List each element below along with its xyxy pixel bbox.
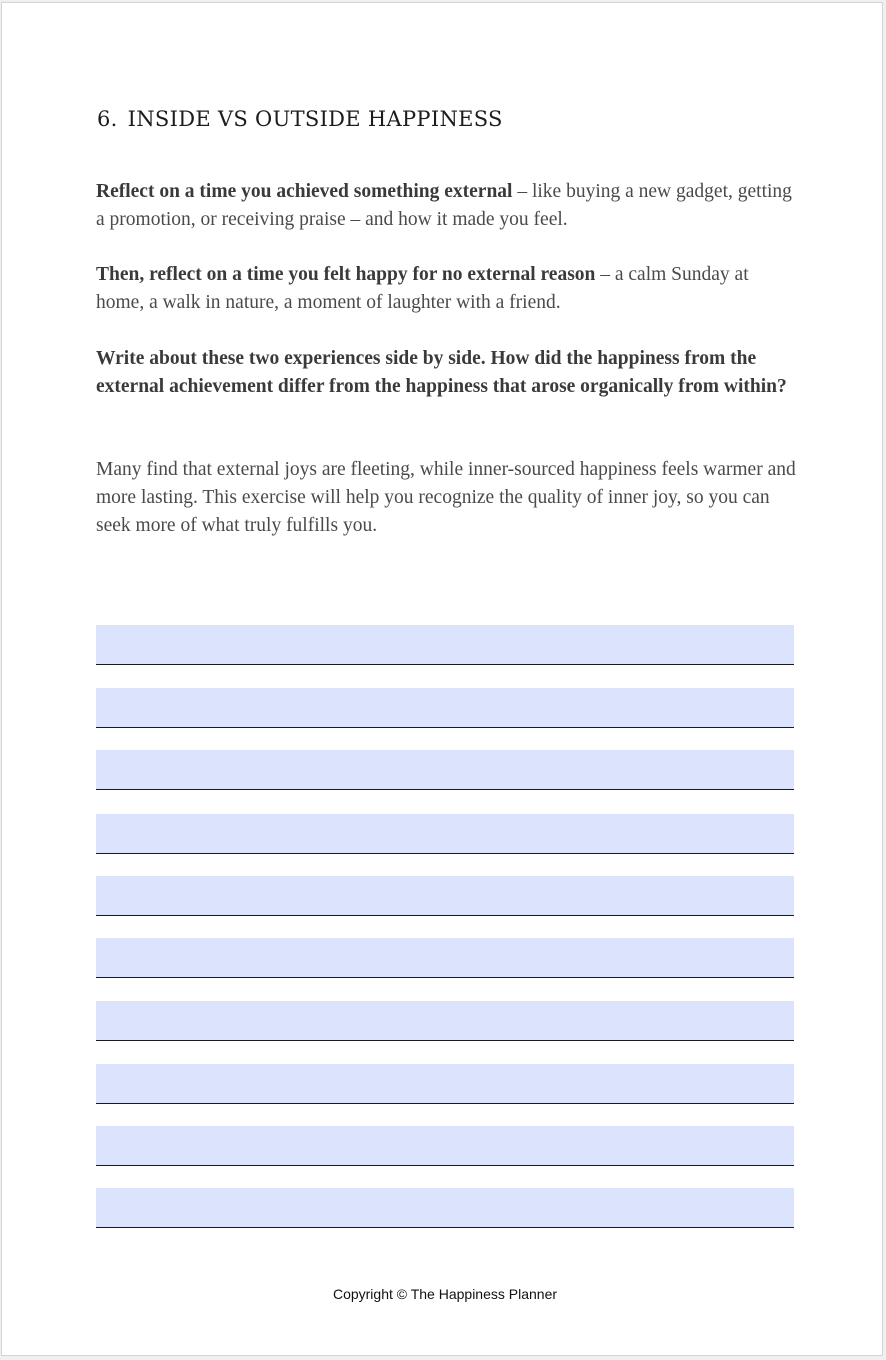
writing-line-8[interactable] — [96, 1064, 794, 1104]
section-number: 6. — [97, 107, 118, 131]
writing-line-4[interactable] — [96, 814, 794, 854]
writing-line-1[interactable] — [96, 625, 794, 665]
prompt-paragraph-internal — [96, 261, 796, 317]
writing-line-7[interactable] — [96, 1001, 794, 1041]
prompt-external-rest: – like buying a new gadget, getting a promotion, or receiving praise – and how it made you feel. — [96, 181, 792, 230]
writing-line-2[interactable] — [96, 688, 794, 728]
writing-line-3[interactable] — [96, 750, 794, 790]
prompt-internal-rest: – a calm Sunday at home, a walk in nature, a moment of laughter with a friend. — [96, 264, 749, 313]
section-title: INSIDE VS OUTSIDE HAPPINESS — [127, 107, 503, 131]
prompt-paragraph-compare: Write about these two experiences side by side. How did the happiness from the external achievement differ from the happiness that arose organically from within? — [96, 348, 787, 397]
writing-line-5[interactable] — [96, 876, 794, 916]
writing-line-10[interactable] — [96, 1188, 794, 1228]
prompt-paragraph-insight: Many find that external joys are fleeting, while inner-sourced happiness feels warmer and more lasting. This exercise will help you recognize the quality of inner joy, so you can seek more of what truly fulfills you. — [96, 459, 796, 536]
writing-line-6[interactable] — [96, 938, 794, 978]
writing-line-9[interactable] — [96, 1126, 794, 1166]
prompt-internal-bold: Then, reflect on a time you felt happy for no external reason — [96, 264, 596, 285]
page-title — [97, 107, 503, 131]
prompt-paragraph-external — [96, 178, 796, 234]
footer-copyright: Copyright © The Happiness Planner — [332, 1286, 558, 1302]
prompt-external-bold: Reflect on a time you achieved something external — [96, 181, 513, 202]
document-page — [1, 2, 883, 1356]
